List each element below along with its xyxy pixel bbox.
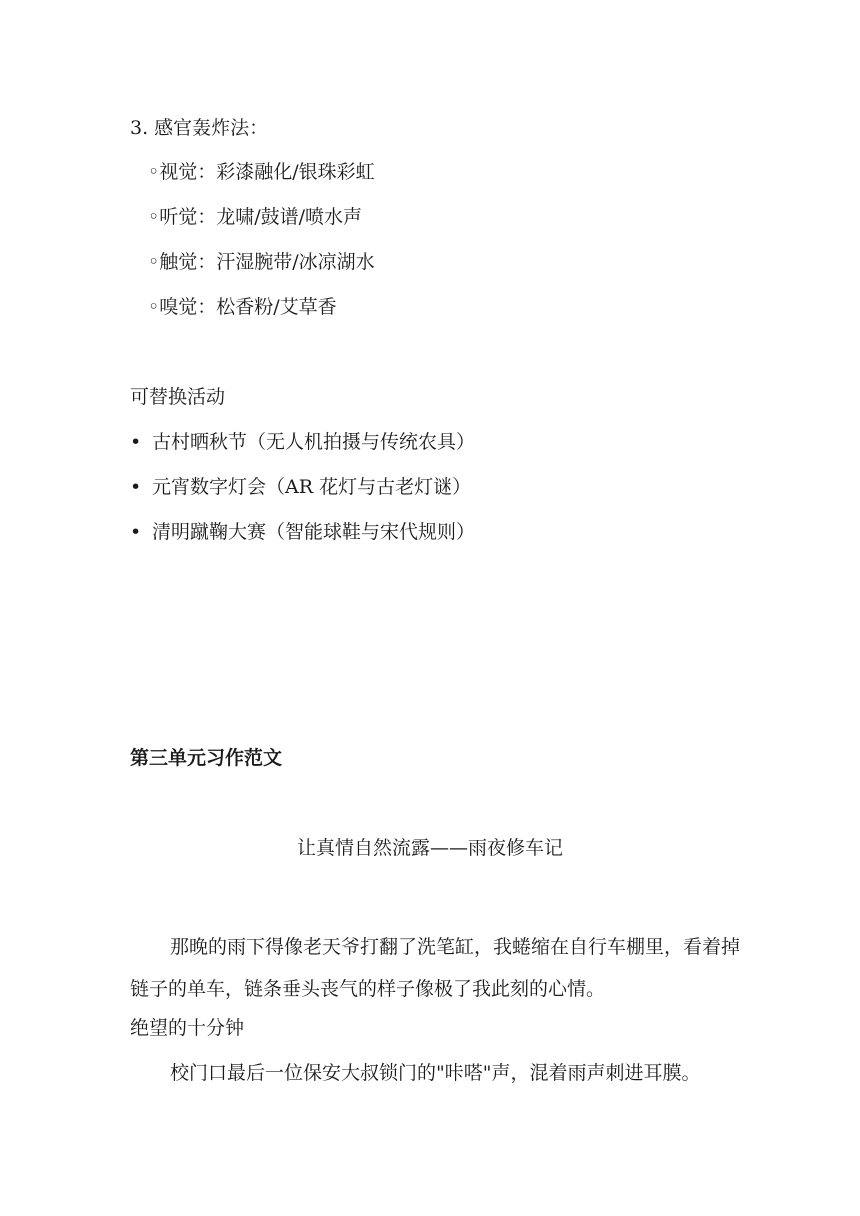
list-item — [130, 520, 475, 544]
list-item — [130, 430, 475, 454]
alternatives-title: 可替换活动 — [130, 386, 226, 408]
bullet-icon: • — [130, 521, 142, 543]
sense-item-hearing: ◦听觉：龙啸/鼓谱/喷水声 — [148, 206, 363, 228]
list-item — [130, 475, 471, 499]
essay-paragraph-2: 校门口最后一位保安大叔锁门的"咔嗒"声，混着雨声刺进耳膜。 — [170, 1062, 701, 1084]
essay-title: 让真情自然流露——雨夜修车记 — [296, 837, 563, 859]
bullet-icon: • — [130, 476, 142, 498]
sensory-heading: 3. 感官轰炸法： — [130, 117, 269, 139]
sense-item-visual: ◦视觉：彩漆融化/银珠彩虹 — [148, 161, 375, 183]
list-item-text: 清明蹴鞠大赛（智能球鞋与宋代规则） — [152, 521, 476, 543]
bullet-icon: • — [130, 431, 142, 453]
sense-item-touch: ◦触觉：汗湿腕带/冰凉湖水 — [148, 251, 375, 273]
list-item-text: 古村晒秋节（无人机拍摄与传统农具） — [152, 431, 476, 453]
unit-title: 第三单元习作范文 — [130, 747, 283, 769]
list-item-text: 元宵数字灯会（AR 花灯与古老灯谜） — [152, 476, 472, 498]
essay-paragraph-1: 那晚的雨下得像老天爷打翻了洗笔缸，我蜷缩在自行车棚里，看着掉链子的单车，链条垂头丧气的样子像极了我此刻的心情。 — [130, 936, 741, 1000]
sense-item-smell: ◦嗅觉：松香粉/艾草香 — [148, 296, 337, 318]
essay-sub-heading: 绝望的十分钟 — [130, 1017, 245, 1039]
